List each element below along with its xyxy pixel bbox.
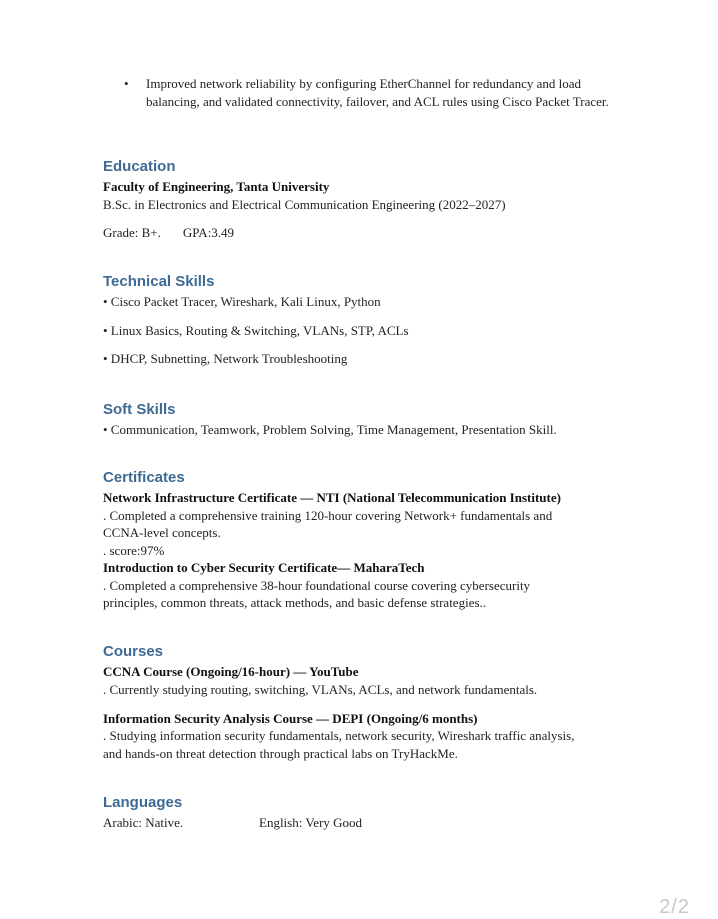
- page-number: 2/2: [659, 896, 690, 918]
- course-detail-line: . Currently studying routing, switching, VLANs, ACLs, and network fundamentals.: [103, 681, 538, 697]
- languages-section: [103, 793, 623, 832]
- language-arabic: Arabic: Native.: [103, 815, 184, 830]
- bullet-dot: •: [124, 76, 129, 91]
- education-degree: B.Sc. in Electronics and Electrical Communication Engineering (2022–2027): [103, 196, 506, 212]
- education-grade-row: [103, 224, 623, 242]
- soft-skills-heading: Soft Skills: [103, 401, 176, 418]
- certificates-heading: Certificates: [103, 469, 185, 486]
- education-gpa: GPA:3.49: [182, 225, 235, 240]
- education-section: [103, 157, 623, 242]
- technical-skills-heading: Technical Skills: [103, 273, 215, 290]
- soft-skills-text: • Communication, Teamwork, Problem Solving, Time Management, Presentation Skill.: [103, 422, 557, 437]
- certificate-title: Introduction to Cyber Security Certificate— MaharaTech: [103, 560, 425, 575]
- experience-bullet: [124, 75, 616, 110]
- education-grade: Grade: B+.: [103, 225, 161, 240]
- courses-section: [103, 642, 623, 762]
- certificate-detail-line: . score:97%: [103, 542, 165, 558]
- technical-skill-item: • Linux Basics, Routing & Switching, VLANs, STP, ACLs: [103, 322, 409, 338]
- education-heading: Education: [103, 158, 176, 175]
- technical-skill-item: • DHCP, Subnetting, Network Troubleshooting: [103, 351, 348, 366]
- languages-row: [103, 814, 623, 832]
- technical-skill-item: • Cisco Packet Tracer, Wireshark, Kali Linux, Python: [103, 294, 381, 309]
- certificate-detail-line: . Completed a comprehensive 38-hour foundational course covering cybersecurity: [103, 577, 531, 593]
- technical-skills-section: [103, 272, 623, 368]
- education-institution: Faculty of Engineering, Tanta University: [103, 179, 330, 194]
- course-title: Information Security Analysis Course — DEPI (Ongoing/6 months): [103, 710, 478, 726]
- certificate-detail-line: principles, common threats, attack methods, and basic defense strategies..: [103, 595, 487, 610]
- course-title: CCNA Course (Ongoing/16-hour) — YouTube: [103, 664, 359, 679]
- soft-skills-section: [103, 400, 623, 439]
- languages-heading: Languages: [103, 794, 183, 811]
- certificate-title: Network Infrastructure Certificate — NTI (National Telecommunication Institute): [103, 490, 561, 505]
- certificate-detail-line: . Completed a comprehensive training 120-hour covering Network+ fundamentals and: [103, 507, 553, 523]
- course-detail-line: . Studying information security fundamentals, network security, Wireshark traffic analysis,: [103, 728, 575, 743]
- language-english: English: Very Good: [259, 815, 363, 830]
- courses-heading: Courses: [103, 643, 164, 660]
- certificates-section: [103, 468, 623, 612]
- course-detail-line: and hands-on threat detection through practical labs on TryHackMe.: [103, 745, 458, 761]
- experience-bullet-text: Improved network reliability by configuring EtherChannel for redundancy and load balancing, and validated connectivity, failover, and ACL rules using Cisco Packet Tracer.: [146, 76, 609, 109]
- certificate-detail-line: CCNA-level concepts.: [103, 525, 221, 540]
